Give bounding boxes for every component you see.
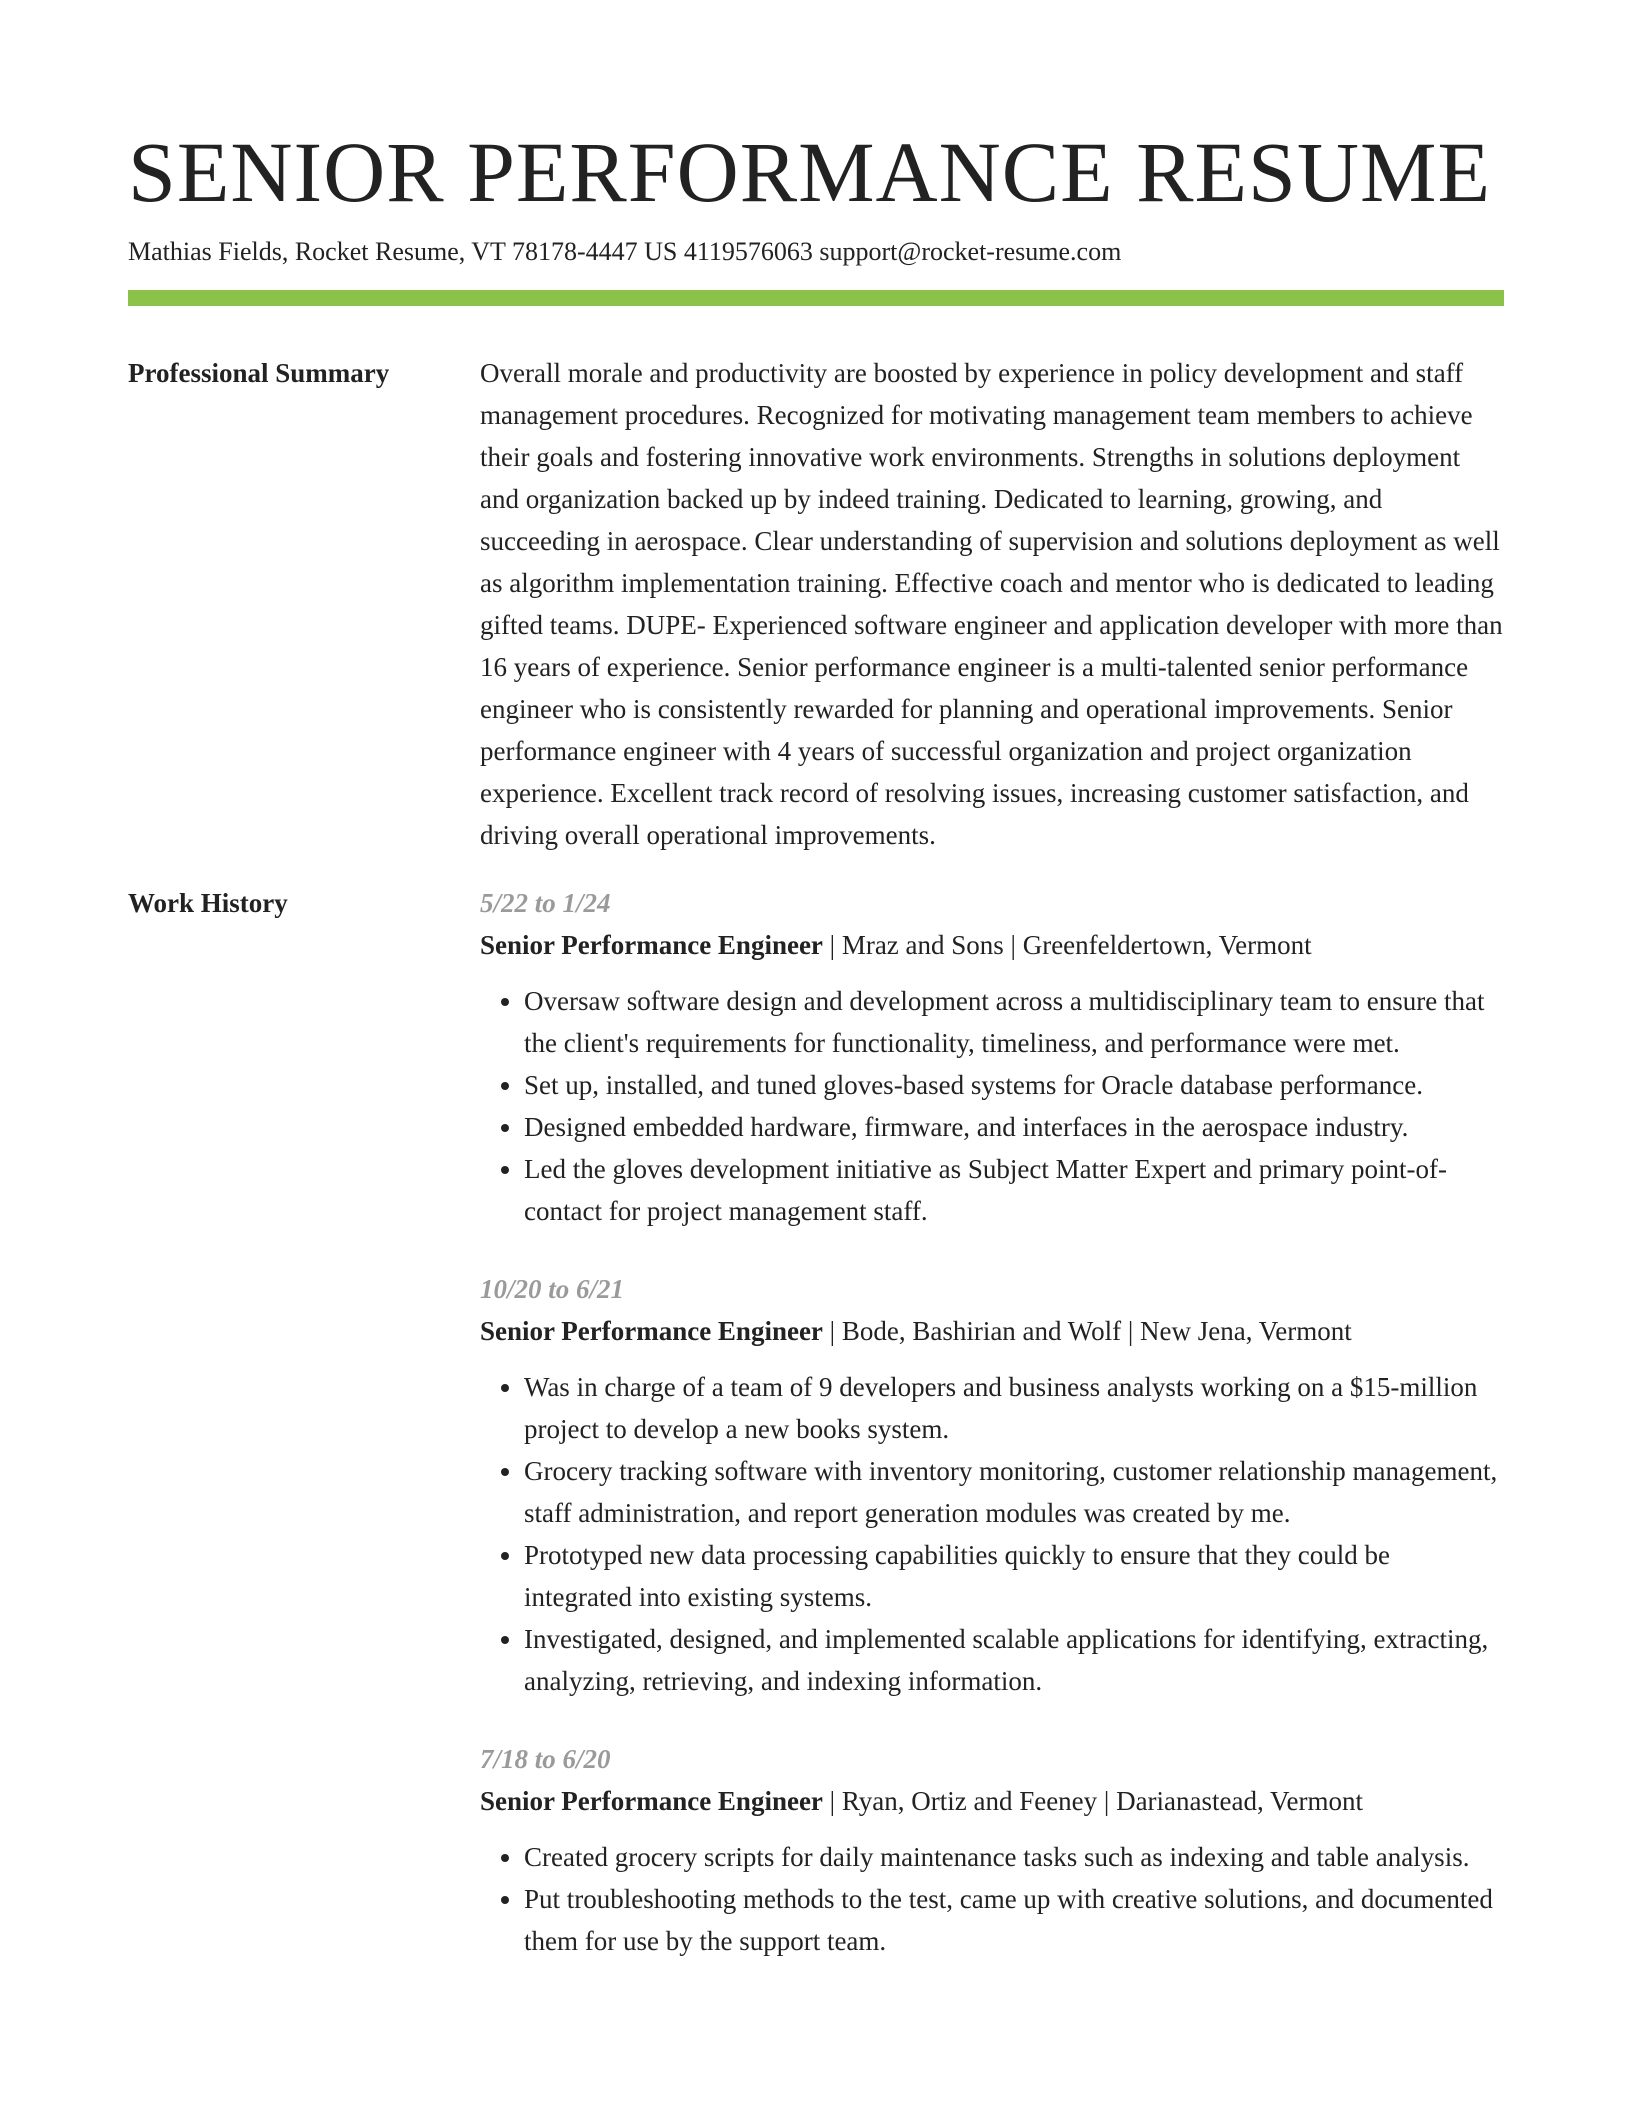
- contact-line: [128, 234, 1504, 270]
- job-dates: 7/18 to 6/20: [480, 1744, 611, 1774]
- job-dates: 5/22 to 1/24: [480, 888, 611, 918]
- job-bullet: • Designed embedded hardware, firmware, and interfaces in the aerospace industry.: [524, 1106, 1504, 1148]
- job-heading: [480, 1310, 1504, 1352]
- job-entry: [480, 1268, 1504, 1702]
- job-details: | Bode, Bashirian and Wolf | New Jena, Vermont: [822, 1316, 1352, 1346]
- job-bullet: • Put troubleshooting methods to the test, came up with creative solutions, and documented them for use by the support team.: [524, 1878, 1504, 1962]
- job-bullet: • Prototyped new data processing capabilities quickly to ensure that they could be integrated into existing systems.: [524, 1534, 1504, 1618]
- header-divider: [128, 290, 1504, 306]
- summary-label: Professional Summary: [128, 358, 390, 388]
- summary-section: [128, 352, 1504, 856]
- job-list: [480, 882, 1504, 1962]
- resume-title: SENIOR PERFORMANCE RESUME: [128, 124, 1491, 220]
- contact-name-location: Mathias Fields, Rocket Resume, VT 78178-4447 US: [128, 237, 678, 266]
- job-role: Senior Performance Engineer: [480, 1786, 823, 1816]
- job-heading: [480, 1780, 1504, 1822]
- job-bullet: • Investigated, designed, and implemented scalable applications for identifying, extracting, analyzing, retrieving, and indexing information.: [524, 1618, 1504, 1702]
- job-role: Senior Performance Engineer: [480, 930, 823, 960]
- job-bullets: [480, 980, 1504, 1232]
- job-bullets: [480, 1836, 1504, 1962]
- job-bullet: • Created grocery scripts for daily maintenance tasks such as indexing and table analysis.: [524, 1836, 1504, 1878]
- job-details: | Ryan, Ortiz and Feeney | Darianastead, Vermont: [822, 1786, 1363, 1816]
- job-entry: [480, 1738, 1504, 1962]
- job-details: | Mraz and Sons | Greenfeldertown, Vermont: [822, 930, 1312, 960]
- job-dates: 10/20 to 6/21: [480, 1274, 625, 1304]
- work-history-section: [128, 882, 1504, 1962]
- work-history-label: Work History: [128, 888, 288, 918]
- contact-email: support@rocket-resume.com: [819, 237, 1122, 266]
- job-entry: [480, 882, 1504, 1232]
- summary-text: Overall morale and productivity are boosted by experience in policy development and staff management procedures. Recognized for motivating management team members to achieve their goals and fostering innovative work environments. Strengths in solutions deployment and organization backed up by indeed training. Dedicated to learning, growing, and succeeding in aerospace. Clear understanding of supervision and solutions deployment as well as algorithm implementation training. Effective coach and mentor who is dedicated to leading gifted teams. DUPE- Experienced software engineer and application developer with more than 16 years of experience. Senior performance engineer is a multi-talented senior performance engineer who is consistently rewarded for planning and operational improvements. Senior performance engineer with 4 years of successful organization and project organization experience. Excellent track record of resolving issues, increasing customer satisfaction, and driving overall operational improvements.: [480, 358, 1503, 850]
- contact-phone: 4119576063: [683, 237, 813, 266]
- job-heading: [480, 924, 1504, 966]
- job-role: Senior Performance Engineer: [480, 1316, 823, 1346]
- job-bullet: • Oversaw software design and development across a multidisciplinary team to ensure that the client's requirements for functionality, timeliness, and performance were met.: [524, 980, 1504, 1064]
- job-bullet: • Set up, installed, and tuned gloves-based systems for Oracle database performance.: [524, 1064, 1504, 1106]
- job-bullet: • Led the gloves development initiative as Subject Matter Expert and primary point-of-contact for project management staff.: [524, 1148, 1504, 1232]
- resume-page: [128, 118, 1504, 1962]
- job-bullet: • Was in charge of a team of 9 developers and business analysts working on a $15-million project to develop a new books system.: [524, 1366, 1504, 1450]
- job-bullets: [480, 1366, 1504, 1702]
- job-bullet: • Grocery tracking software with inventory monitoring, customer relationship management, staff administration, and report generation modules was created by me.: [524, 1450, 1504, 1534]
